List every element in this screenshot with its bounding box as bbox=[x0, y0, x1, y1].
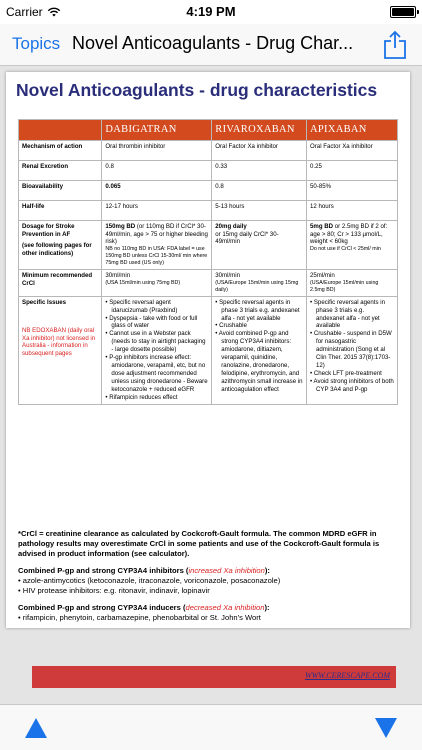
table-cell bbox=[212, 220, 307, 269]
table-row bbox=[19, 160, 398, 180]
arrow-down-icon[interactable] bbox=[374, 717, 398, 739]
arrow-up-icon[interactable] bbox=[24, 717, 48, 739]
list-item: • Specific reversal agents in phase 3 trials e.g. andexanet alfa - not yet available bbox=[215, 299, 303, 323]
table-cell bbox=[102, 220, 212, 269]
row-label-text: Specific Issues bbox=[22, 298, 67, 306]
row-label: Mechanism of action bbox=[19, 140, 102, 160]
table-cell: Oral thrombin inhibitor bbox=[102, 140, 212, 160]
list-item: • HIV protease inhibitors: e.g. ritonavir, indinavir, lopinavir bbox=[18, 586, 400, 596]
edoxaban-warning: NB EDOXABAN (daily oral Xa inhibitor) not licensed in Australia - information in subsequent pages bbox=[22, 326, 96, 358]
list-item: • rifampicin, phenytoin, carbamazepine, phenobarbital or St. John's Wort bbox=[18, 613, 400, 623]
row-label-note: (see following pages for other indications) bbox=[22, 242, 92, 258]
document-page[interactable] bbox=[6, 72, 410, 680]
dose-text: or 15mg daily CrCl* 30-49ml/min bbox=[215, 230, 279, 246]
inhibitors-list bbox=[18, 576, 400, 596]
row-label: Half-life bbox=[19, 200, 102, 220]
row-label bbox=[19, 220, 102, 269]
heading-text: Combined P-gp and strong CYP3A4 inhibitors ( bbox=[18, 566, 189, 576]
document-title: Novel Anticoagulants - drug characteristics bbox=[16, 80, 378, 100]
crcl-value: 25ml/min bbox=[310, 272, 335, 280]
navigation-bar bbox=[0, 24, 422, 66]
row-label-text: Dosage for Stroke Prevention in AF bbox=[22, 222, 75, 238]
list-item: • Specific reversal agents in phase 3 trials e.g. andexanet alfa - not yet available bbox=[310, 299, 394, 331]
list-item: • Rifampicin reduces effect bbox=[105, 394, 208, 402]
list-item: • Dyspepsia - take with food or full glass of water bbox=[105, 315, 208, 331]
notes-section bbox=[18, 529, 400, 623]
share-icon[interactable] bbox=[382, 30, 408, 60]
table-cell: 0.33 bbox=[212, 160, 307, 180]
website-link[interactable]: WWW.CERESCAPE.COM bbox=[304, 671, 390, 680]
dose-text: or 2.5mg BD if 2 of: age > 80; Cr > 133 µmol/L, weight < 60kg bbox=[310, 222, 388, 246]
table-cell bbox=[307, 296, 398, 404]
drug-comparison-table bbox=[18, 119, 398, 405]
table-cell bbox=[102, 270, 212, 297]
table-cell: 50-85% bbox=[307, 180, 398, 200]
dose-note: Do not use if CrCl < 25ml/ min bbox=[310, 246, 381, 253]
list-item: • Avoid strong inhibitors of both CYP 3A4 and P-gp bbox=[310, 378, 394, 394]
dose-bold: 20mg daily bbox=[215, 222, 247, 230]
dose-note: NB no 110mg BD in USA: FDA label = use 150mg BD unless CrCl 15-30ml/ min where 75mg BD used (US only) bbox=[105, 246, 208, 267]
table-row bbox=[19, 220, 398, 269]
list-item: • Check LFT pre-treatment bbox=[310, 370, 394, 378]
dose-text: (or 110mg BD if CrCl* 30-49ml/min, age > 75 or higher bleeding risk) bbox=[105, 222, 208, 246]
table-cell: 0.065 bbox=[102, 180, 212, 200]
table-cell: 12-17 hours bbox=[102, 200, 212, 220]
row-label: Bioavailability bbox=[19, 180, 102, 200]
table-row bbox=[19, 296, 398, 404]
table-cell: 0.8 bbox=[212, 180, 307, 200]
table-cell: Oral Factor Xa inhibitor bbox=[212, 140, 307, 160]
column-header-apixaban: APIXABAN bbox=[307, 120, 398, 141]
table-cell: 0.25 bbox=[307, 160, 398, 180]
footer-banner bbox=[32, 666, 396, 688]
crcl-note: (USA 15ml/min using 75mg BD) bbox=[105, 279, 181, 286]
table-row bbox=[19, 270, 398, 297]
dose-bold: 150mg BD bbox=[105, 222, 136, 230]
status-bar bbox=[0, 0, 422, 24]
crcl-value: 30ml/min bbox=[105, 272, 131, 280]
table-row bbox=[19, 200, 398, 220]
list-item: • Cannot use in a Webster pack (needs to stay in airtight packaging - large dosette possible) bbox=[105, 330, 208, 354]
crcl-value: 30ml/min bbox=[215, 272, 241, 280]
list-item: • Crushable - suspend in D5W for nasogastric administration (Song et al Clin Ther. 2015 37(8):1703-12) bbox=[310, 330, 394, 370]
heading-text: Combined P-gp and strong CYP3A4 inducers ( bbox=[18, 603, 186, 613]
list-item: • P-gp inhibitors increase effect: amiodarone, verapamil, etc, but no dose adjustment recommended unless using dronedarone - Beware ketoconazole + reduced eGFR bbox=[105, 354, 208, 394]
table-cell bbox=[212, 296, 307, 404]
row-label: Minimum recommended CrCl bbox=[19, 270, 102, 297]
inducers-heading bbox=[18, 603, 400, 613]
list-item: • azole-antimycotics (ketoconazole, itraconazole, voriconazole, posaconazole) bbox=[18, 576, 400, 586]
bottom-toolbar bbox=[0, 704, 422, 750]
heading-end: ): bbox=[264, 603, 270, 613]
issues-list-apixaban bbox=[310, 299, 394, 394]
table-row bbox=[19, 180, 398, 200]
table-cell: 12 hours bbox=[307, 200, 398, 220]
table-cell: 0.8 bbox=[102, 160, 212, 180]
heading-emphasis: increased Xa inhibition bbox=[188, 566, 265, 576]
dose-bold: 5mg BD bbox=[310, 222, 334, 230]
clock: 4:19 PM bbox=[186, 4, 236, 19]
heading-emphasis: decreased Xa inhibition bbox=[185, 603, 265, 613]
list-item: • Specific reversal agent idarucizumab (Praxbind) bbox=[105, 299, 208, 315]
inducers-list bbox=[18, 613, 400, 623]
inhibitors-heading bbox=[18, 566, 400, 576]
table-header-empty bbox=[19, 120, 102, 141]
heading-end: ): bbox=[264, 566, 270, 576]
crcl-footnote: *CrCl = creatinine clearance as calculated by Cockcroft-Gault formula. The common MDRD eGFR in pathology results may overestimate CrCl in some patients and use of the Cockcroft-Gault formula is advised in product information (see calculator). bbox=[18, 529, 380, 559]
issues-list-dabigatran bbox=[105, 299, 208, 402]
page-title: Novel Anticoagulants - Drug Char... bbox=[72, 33, 354, 53]
list-item: • Crushable bbox=[215, 322, 303, 330]
issues-list-rivaroxaban bbox=[215, 299, 303, 394]
battery-icon bbox=[390, 6, 416, 18]
column-header-rivaroxaban: RIVAROXABAN bbox=[212, 120, 307, 141]
column-header-dabigatran: DABIGATRAN bbox=[102, 120, 212, 141]
row-label bbox=[19, 296, 102, 404]
table-cell bbox=[307, 270, 398, 297]
table-row bbox=[19, 140, 398, 160]
table-header-row bbox=[19, 120, 398, 141]
table-cell bbox=[307, 220, 398, 269]
table-cell: 5-13 hours bbox=[212, 200, 307, 220]
carrier-label: Carrier bbox=[6, 5, 43, 19]
list-item: • Avoid combined P-gp and strong CYP3A4 inhibitors: amiodarone, diltiazem, verapamil, quinidine, ranolazine, dronedarone, felodipine, erythromycin, and azithromycin small increase in anticoagulation effect bbox=[215, 330, 303, 393]
row-label: Renal Excretion bbox=[19, 160, 102, 180]
back-button-topics[interactable]: Topics bbox=[12, 34, 61, 53]
table-cell: Oral Factor Xa inhibitor bbox=[307, 140, 398, 160]
crcl-note: (USA/Europe 15ml/min using 15mg daily) bbox=[215, 279, 299, 293]
table-cell bbox=[102, 296, 212, 404]
table-cell bbox=[212, 270, 307, 297]
crcl-note: (USA/Europe 15ml/min using 2.5mg BD) bbox=[310, 279, 379, 293]
